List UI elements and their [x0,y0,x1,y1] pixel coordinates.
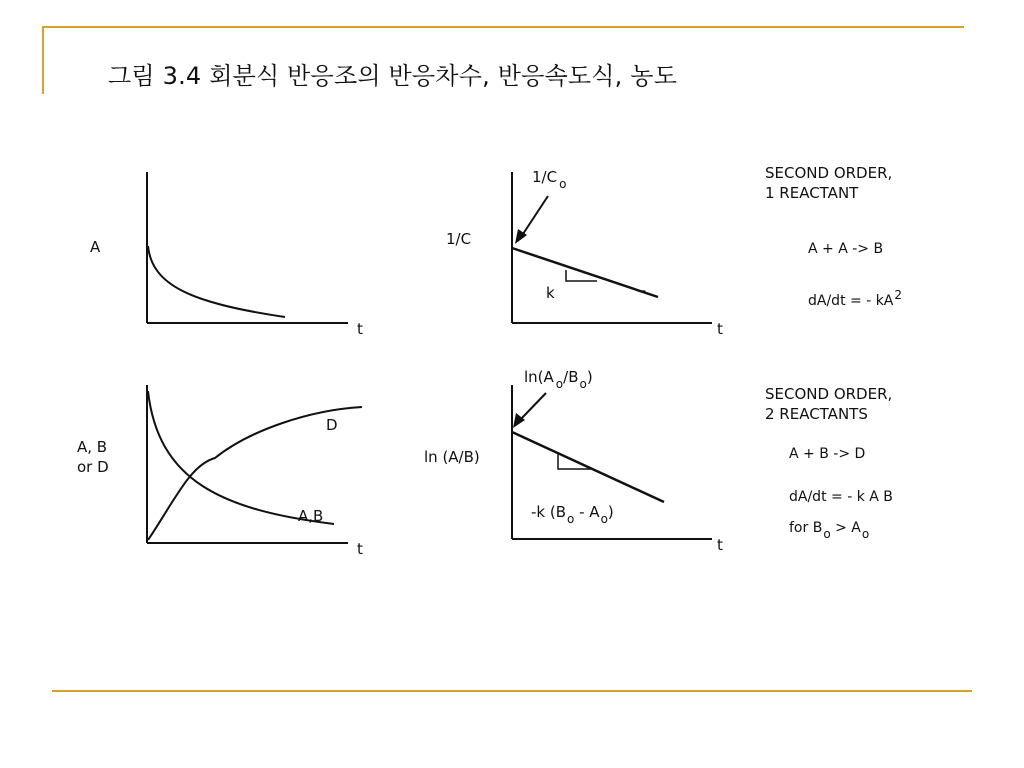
bottom-middle-intercept-label [524,368,593,391]
top-right-heading-line2: 1 REACTANT [765,184,859,202]
bottom-middle-slope-text-1: -k (B [531,503,567,521]
bottom-right-reaction: A + B -> D [789,446,866,462]
bottom-left-d-label: D [326,416,338,434]
top-right-rate-law [808,288,902,309]
bottom-left-ab-decay-curve [148,391,334,524]
top-middle-intercept-label [532,168,566,191]
bottom-middle-intercept-text-2: /B [563,368,579,386]
bottom-right-condition [789,520,869,541]
bottom-middle-intercept-arrow-shaft [520,393,546,420]
bottom-right-rate-law: dA/dt = - k A B [789,489,893,505]
bottom-middle-intercept-sub-2: o [579,377,587,391]
bottom-right-condition-text-2: > A [830,520,861,536]
top-right-rate-law-text: dA/dt = - kA [808,293,894,309]
panel-bottom-left [77,385,363,558]
top-right-reaction: A + A -> B [808,241,884,257]
top-middle-linear-plot [512,248,658,297]
bottom-middle-intercept-text-3: ) [586,368,593,386]
top-right-rate-law-exponent: 2 [894,288,903,302]
bottom-middle-y-label: ln (A/B) [424,448,480,466]
slide-title: 그림 3.4 회분식 반응조의 반응차수, 반응속도식, 농도 [108,62,678,90]
bottom-left-x-label: t [357,540,363,558]
top-right-heading-line1: SECOND ORDER, [765,164,893,182]
panel-top-middle [446,168,723,338]
panel-top-right [765,164,902,309]
top-middle-intercept-arrow-shaft [521,196,548,237]
panel-bottom-right [765,385,893,541]
bottom-right-heading-line2: 2 REACTANTS [765,405,868,423]
bottom-middle-slope-text-3: ) [607,503,614,521]
bottom-left-ab-label: A,B [298,507,324,525]
bottom-middle-x-label: t [717,536,723,554]
bottom-middle-intercept-sub-1: o [555,377,564,391]
bottom-right-heading-line1: SECOND ORDER, [765,385,893,403]
bottom-left-y-label-line2: or D [77,458,109,476]
bottom-middle-slope-sub-1: o [567,512,575,526]
top-left-x-label: t [357,320,363,338]
bottom-left-y-label-line1: A, B [77,438,108,456]
bottom-right-condition-sub-1: o [823,527,831,541]
bottom-middle-slope-label [531,503,614,526]
top-left-y-label: A [90,238,101,256]
bottom-right-condition-text-1: for B [789,520,823,536]
top-left-decay-curve [148,246,285,317]
top-middle-dash-mark: - [641,283,647,299]
bottom-middle-slope-text-2: - A [574,503,600,521]
bottom-middle-slope-sub-2: o [600,512,608,526]
panel-top-left [90,172,363,338]
bottom-right-condition-sub-2: o [861,527,870,541]
top-middle-intercept-text: 1/C [532,168,558,186]
top-middle-intercept-subscript: o [559,177,567,191]
top-middle-y-label: 1/C [446,230,472,248]
top-middle-slope-label: k [546,284,555,302]
top-middle-x-label: t [717,320,723,338]
bottom-middle-linear-plot [512,432,664,502]
bottom-middle-intercept-text-1: ln(A [524,368,554,386]
panel-bottom-middle [424,368,723,554]
